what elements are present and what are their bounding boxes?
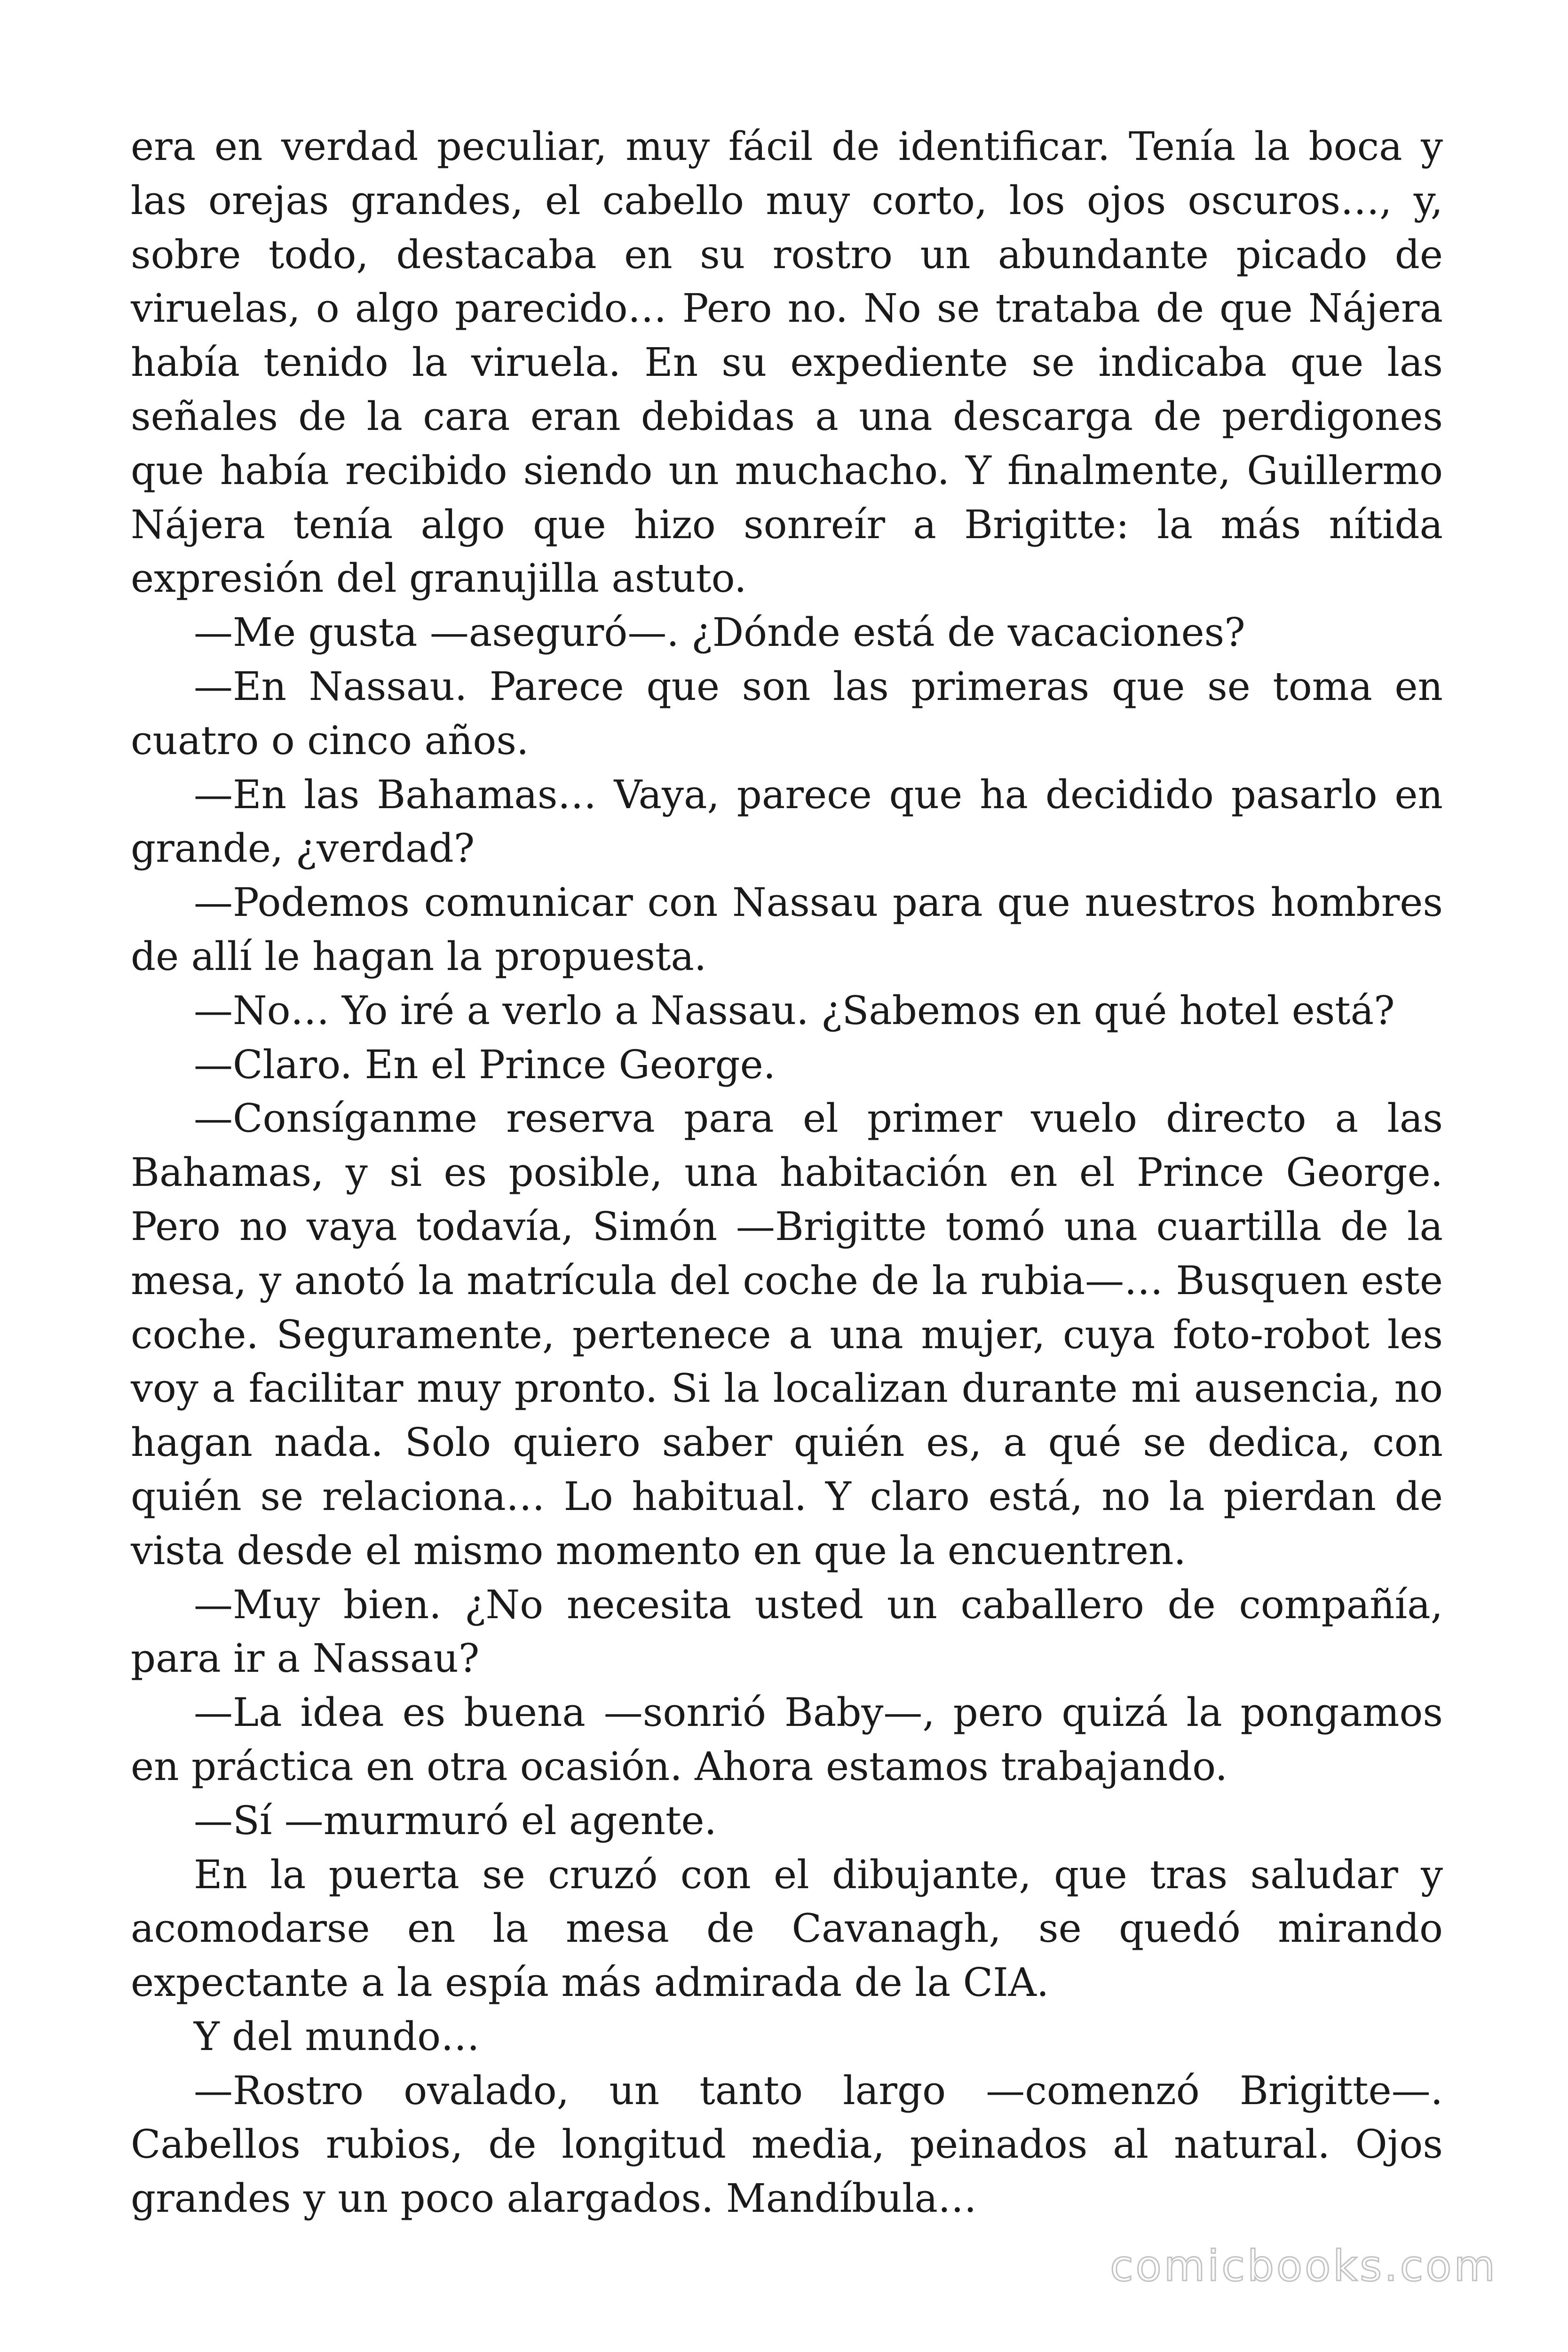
paragraph-dialogue: —La idea es buena —sonrió Baby—, pero quizá la pongamos en práctica en otra ocasión. Ahora estamos trabajando. (131, 1690, 1443, 1789)
page-text (131, 120, 1443, 2226)
paragraph-dialogue: —Rostro ovalado, un tanto largo —comenzó Brigitte—. Cabellos rubios, de longitud media, peinados al natural. Ojos grandes y un poco alargados. Mandíbula… (131, 2067, 1443, 2222)
site-watermark: comicbooks.com (1110, 2241, 1497, 2291)
paragraph-dialogue: —Consíganme reserva para el primer vuelo directo a las Bahamas, y si es posible, una habitación en el Prince George. Pero no vaya todavía, Simón —Brigitte tomó una cuartilla de la mesa, y anotó la matrícula del coche de la rubia—… Busquen este coche. Seguramente, pertenece a una mujer, cuya foto-robot les voy a facilitar muy pronto. Si la localizan durante mi ausencia, no hagan nada. Solo quiero saber quién es, a qué se dedica, con quién se relaciona… Lo habitual. Y claro está, no la pierdan de vista desde el mismo momento en que la encuentren. (131, 1096, 1443, 1573)
paragraph-dialogue: —En las Bahamas… Vaya, parece que ha decidido pasarlo en grande, ¿verdad? (131, 771, 1443, 872)
paragraph-dialogue: —Claro. En el Prince George. (194, 1041, 776, 1088)
paragraph-dialogue: —Sí —murmuró el agente. (194, 1797, 717, 1843)
paragraph-dialogue: —No… Yo iré a verlo a Nassau. ¿Sabemos en qué hotel está? (194, 987, 1395, 1033)
paragraph-narration: Y del mundo… (194, 2013, 480, 2059)
paragraph-dialogue: —En Nassau. Parece que son las primeras que se toma en cuatro o cinco años. (131, 663, 1443, 763)
paragraph-continuation: era en verdad peculiar, muy fácil de identificar. Tenía la boca y las orejas grandes, el cabello muy corto, los ojos oscuros…, y, sobre todo, destacaba en su rostro un abundante picado de viruelas, o algo parecido… Pero no. No se trataba de que Nájera había tenido la viruela. En su expediente se indicaba que las señales de la cara eran debidas a una descarga de perdigones que había recibido siendo un muchacho. Y finalmente, Guillermo Nájera tenía algo que hizo sonreír a Brigitte: la más nítida expresión del granujilla astuto. (131, 124, 1443, 602)
paragraph-dialogue: —Muy bien. ¿No necesita usted un caballero de compañía, para ir a Nassau? (131, 1581, 1443, 1682)
paragraph-narration: En la puerta se cruzó con el dibujante, que tras saludar y acomodarse en la mesa de Cavanagh, se quedó mirando expectante a la espía más admirada de la CIA. (131, 1851, 1443, 2006)
paragraph-dialogue: —Podemos comunicar con Nassau para que nuestros hombres de allí le hagan la propuesta. (131, 880, 1443, 979)
paragraph-dialogue: —Me gusta —aseguró—. ¿Dónde está de vacaciones? (194, 610, 1245, 656)
